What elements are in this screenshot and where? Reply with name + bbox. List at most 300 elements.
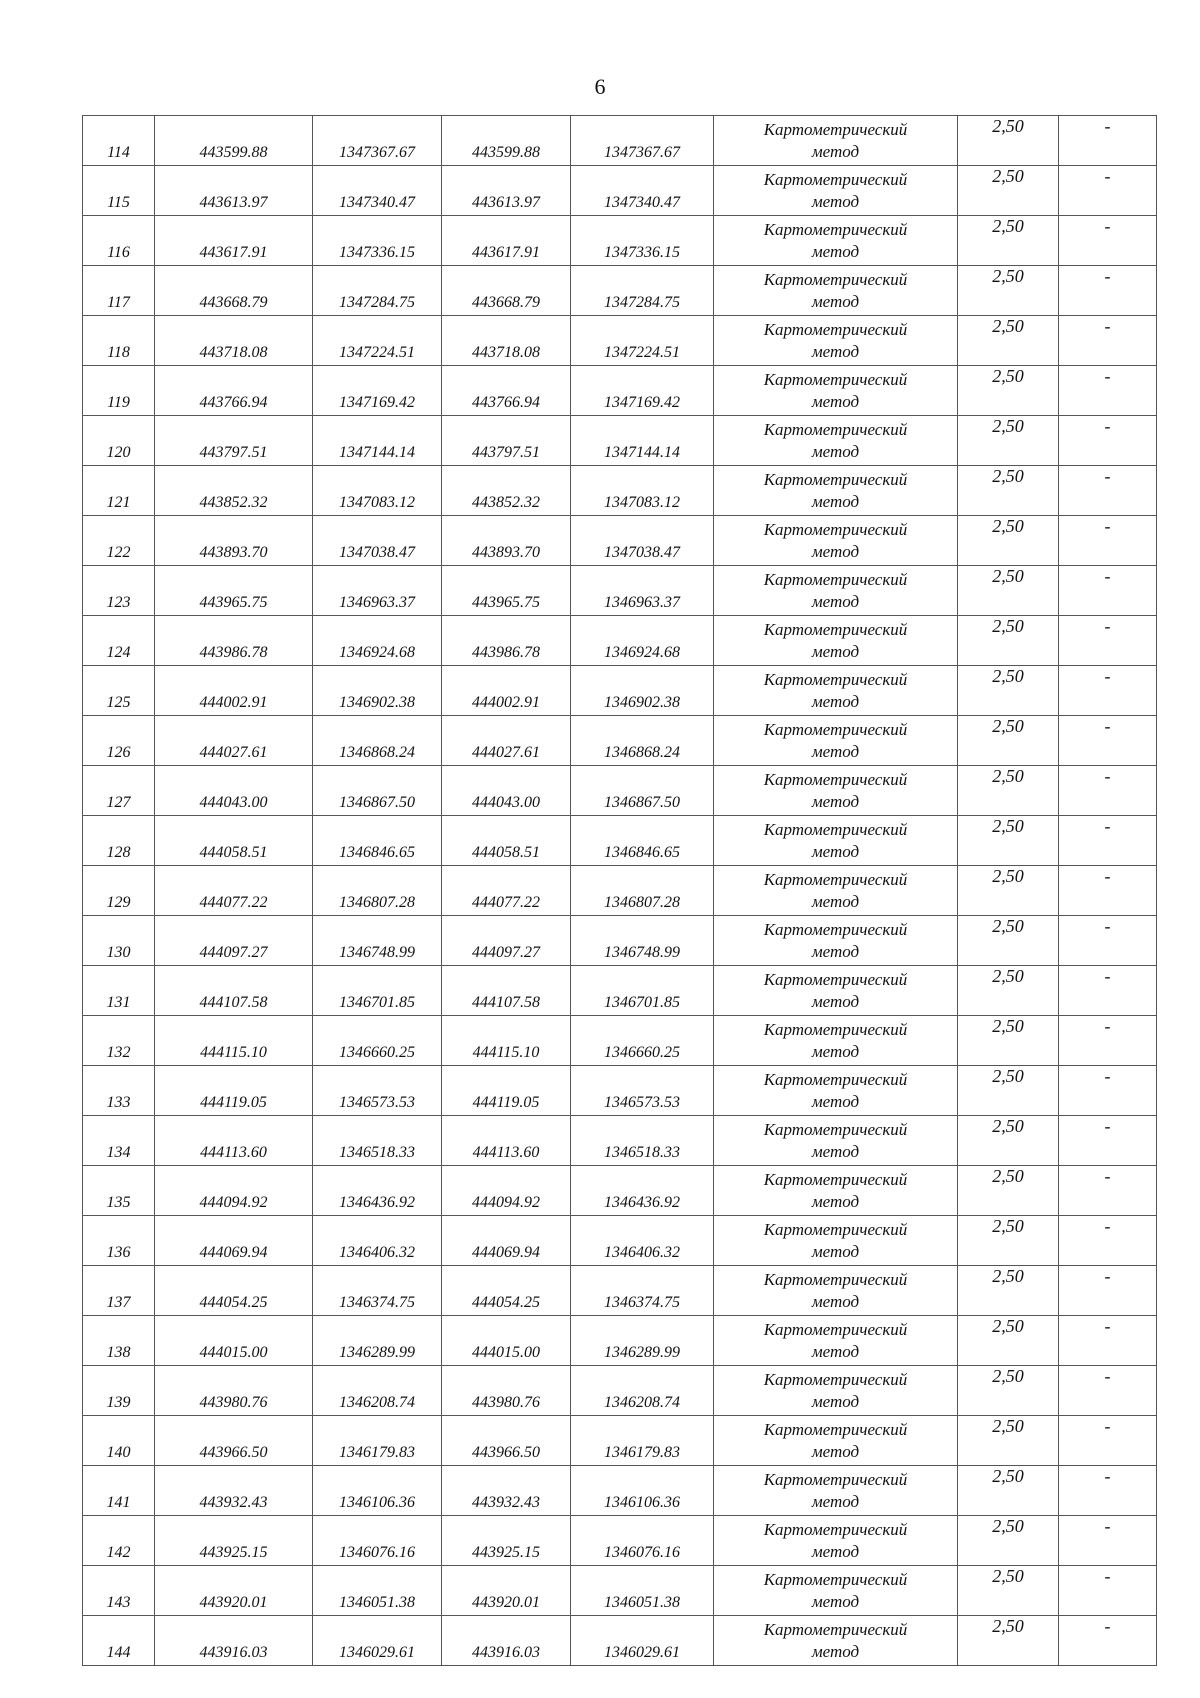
point-number: 136 xyxy=(83,1216,155,1266)
y-coordinate-existing: 1346106.36 xyxy=(313,1466,442,1516)
method-line-2: метод xyxy=(811,1041,860,1061)
point-number: 122 xyxy=(83,516,155,566)
method-cell xyxy=(714,1216,958,1266)
method-cell xyxy=(714,816,958,866)
y-coordinate-existing: 1346289.99 xyxy=(313,1316,442,1366)
x-coordinate-existing: 444002.91 xyxy=(155,666,313,716)
accuracy-value: 2,50 xyxy=(958,716,1059,766)
x-coordinate-new: 443916.03 xyxy=(442,1616,571,1666)
table-row xyxy=(83,116,1157,166)
point-number: 130 xyxy=(83,916,155,966)
x-coordinate-new: 443965.75 xyxy=(442,566,571,616)
table-body xyxy=(83,116,1157,1666)
x-coordinate-new: 443599.88 xyxy=(442,116,571,166)
accuracy-value: 2,50 xyxy=(958,1166,1059,1216)
method-line-2: метод xyxy=(811,241,860,261)
y-coordinate-existing: 1346051.38 xyxy=(313,1566,442,1616)
method-line-1: Картометрический xyxy=(763,719,908,739)
y-coordinate-new: 1347284.75 xyxy=(571,266,714,316)
method-line-1: Картометрический xyxy=(763,1069,908,1089)
y-coordinate-existing: 1346436.92 xyxy=(313,1166,442,1216)
note-dash: - xyxy=(1059,616,1157,666)
y-coordinate-existing: 1346374.75 xyxy=(313,1266,442,1316)
method-cell xyxy=(714,166,958,216)
method-line-2: метод xyxy=(811,1291,860,1311)
accuracy-value: 2,50 xyxy=(958,216,1059,266)
note-dash: - xyxy=(1059,366,1157,416)
point-number: 124 xyxy=(83,616,155,666)
method-line-2: метод xyxy=(811,991,860,1011)
table-row xyxy=(83,966,1157,1016)
accuracy-value: 2,50 xyxy=(958,1266,1059,1316)
y-coordinate-new: 1346208.74 xyxy=(571,1366,714,1416)
point-number: 142 xyxy=(83,1516,155,1566)
method-cell xyxy=(714,366,958,416)
y-coordinate-existing: 1346076.16 xyxy=(313,1516,442,1566)
x-coordinate-new: 443613.97 xyxy=(442,166,571,216)
table-row xyxy=(83,1566,1157,1616)
method-line-1: Картометрический xyxy=(763,519,908,539)
accuracy-value: 2,50 xyxy=(958,1116,1059,1166)
table-row xyxy=(83,1166,1157,1216)
point-number: 125 xyxy=(83,666,155,716)
x-coordinate-existing: 443718.08 xyxy=(155,316,313,366)
x-coordinate-new: 444043.00 xyxy=(442,766,571,816)
point-number: 121 xyxy=(83,466,155,516)
method-line-1: Картометрический xyxy=(763,319,908,339)
y-coordinate-new: 1346518.33 xyxy=(571,1116,714,1166)
y-coordinate-new: 1346902.38 xyxy=(571,666,714,716)
method-cell xyxy=(714,1416,958,1466)
table-row xyxy=(83,716,1157,766)
x-coordinate-new: 444069.94 xyxy=(442,1216,571,1266)
table-row xyxy=(83,616,1157,666)
accuracy-value: 2,50 xyxy=(958,466,1059,516)
table-row xyxy=(83,816,1157,866)
accuracy-value: 2,50 xyxy=(958,866,1059,916)
table-row xyxy=(83,766,1157,816)
method-line-2: метод xyxy=(811,1541,860,1561)
point-number: 138 xyxy=(83,1316,155,1366)
accuracy-value: 2,50 xyxy=(958,266,1059,316)
x-coordinate-existing: 444119.05 xyxy=(155,1066,313,1116)
note-dash: - xyxy=(1059,1516,1157,1566)
accuracy-value: 2,50 xyxy=(958,366,1059,416)
x-coordinate-existing: 443980.76 xyxy=(155,1366,313,1416)
y-coordinate-existing: 1347038.47 xyxy=(313,516,442,566)
table-row xyxy=(83,1516,1157,1566)
method-line-2: метод xyxy=(811,941,860,961)
table-row xyxy=(83,1216,1157,1266)
method-line-1: Картометрический xyxy=(763,869,908,889)
point-number: 137 xyxy=(83,1266,155,1316)
method-line-2: метод xyxy=(811,741,860,761)
table-row xyxy=(83,1616,1157,1666)
x-coordinate-existing: 443932.43 xyxy=(155,1466,313,1516)
method-line-2: метод xyxy=(811,1141,860,1161)
y-coordinate-existing: 1347083.12 xyxy=(313,466,442,516)
y-coordinate-existing: 1347224.51 xyxy=(313,316,442,366)
method-line-2: метод xyxy=(811,291,860,311)
y-coordinate-new: 1346573.53 xyxy=(571,1066,714,1116)
accuracy-value: 2,50 xyxy=(958,766,1059,816)
point-number: 139 xyxy=(83,1366,155,1416)
method-cell xyxy=(714,116,958,166)
y-coordinate-new: 1347083.12 xyxy=(571,466,714,516)
x-coordinate-new: 444027.61 xyxy=(442,716,571,766)
page-number: 6 xyxy=(594,74,606,99)
y-coordinate-new: 1346289.99 xyxy=(571,1316,714,1366)
method-cell xyxy=(714,616,958,666)
table-row xyxy=(83,666,1157,716)
y-coordinate-new: 1346106.36 xyxy=(571,1466,714,1516)
note-dash: - xyxy=(1059,316,1157,366)
method-cell xyxy=(714,1316,958,1366)
y-coordinate-new: 1346867.50 xyxy=(571,766,714,816)
x-coordinate-existing: 443668.79 xyxy=(155,266,313,316)
method-line-1: Картометрический xyxy=(763,1369,908,1389)
accuracy-value: 2,50 xyxy=(958,1316,1059,1366)
method-line-1: Картометрический xyxy=(763,169,908,189)
y-coordinate-existing: 1346406.32 xyxy=(313,1216,442,1266)
method-cell xyxy=(714,266,958,316)
note-dash: - xyxy=(1059,916,1157,966)
y-coordinate-new: 1346051.38 xyxy=(571,1566,714,1616)
method-line-1: Картометрический xyxy=(763,1269,908,1289)
x-coordinate-existing: 443966.50 xyxy=(155,1416,313,1466)
x-coordinate-new: 443766.94 xyxy=(442,366,571,416)
y-coordinate-existing: 1346208.74 xyxy=(313,1366,442,1416)
y-coordinate-existing: 1346660.25 xyxy=(313,1016,442,1066)
note-dash: - xyxy=(1059,216,1157,266)
point-number: 131 xyxy=(83,966,155,1016)
method-cell xyxy=(714,1166,958,1216)
accuracy-value: 2,50 xyxy=(958,1366,1059,1416)
method-line-2: метод xyxy=(811,491,860,511)
method-line-1: Картометрический xyxy=(763,1019,908,1039)
y-coordinate-existing: 1346902.38 xyxy=(313,666,442,716)
coordinates-table xyxy=(82,115,1157,1666)
method-cell xyxy=(714,916,958,966)
table-row xyxy=(83,266,1157,316)
accuracy-value: 2,50 xyxy=(958,116,1059,166)
method-line-1: Картометрический xyxy=(763,1619,908,1639)
method-line-1: Картометрический xyxy=(763,1319,908,1339)
x-coordinate-existing: 444058.51 xyxy=(155,816,313,866)
method-line-2: метод xyxy=(811,1091,860,1111)
y-coordinate-new: 1346660.25 xyxy=(571,1016,714,1066)
note-dash: - xyxy=(1059,1066,1157,1116)
y-coordinate-existing: 1346846.65 xyxy=(313,816,442,866)
note-dash: - xyxy=(1059,766,1157,816)
accuracy-value: 2,50 xyxy=(958,416,1059,466)
x-coordinate-new: 444113.60 xyxy=(442,1116,571,1166)
x-coordinate-new: 443920.01 xyxy=(442,1566,571,1616)
note-dash: - xyxy=(1059,666,1157,716)
method-line-2: метод xyxy=(811,1441,860,1461)
x-coordinate-existing: 444107.58 xyxy=(155,966,313,1016)
point-number: 118 xyxy=(83,316,155,366)
x-coordinate-existing: 444015.00 xyxy=(155,1316,313,1366)
method-cell xyxy=(714,516,958,566)
x-coordinate-new: 444119.05 xyxy=(442,1066,571,1116)
x-coordinate-existing: 444113.60 xyxy=(155,1116,313,1166)
y-coordinate-new: 1347144.14 xyxy=(571,416,714,466)
x-coordinate-existing: 443893.70 xyxy=(155,516,313,566)
x-coordinate-existing: 443613.97 xyxy=(155,166,313,216)
x-coordinate-existing: 443965.75 xyxy=(155,566,313,616)
x-coordinate-existing: 444043.00 xyxy=(155,766,313,816)
method-line-1: Картометрический xyxy=(763,919,908,939)
point-number: 119 xyxy=(83,366,155,416)
x-coordinate-new: 443966.50 xyxy=(442,1416,571,1466)
x-coordinate-existing: 443599.88 xyxy=(155,116,313,166)
y-coordinate-existing: 1347144.14 xyxy=(313,416,442,466)
x-coordinate-existing: 444097.27 xyxy=(155,916,313,966)
y-coordinate-new: 1346846.65 xyxy=(571,816,714,866)
accuracy-value: 2,50 xyxy=(958,966,1059,1016)
method-cell xyxy=(714,716,958,766)
y-coordinate-new: 1346963.37 xyxy=(571,566,714,616)
table-row xyxy=(83,166,1157,216)
accuracy-value: 2,50 xyxy=(958,166,1059,216)
point-number: 123 xyxy=(83,566,155,616)
note-dash: - xyxy=(1059,716,1157,766)
accuracy-value: 2,50 xyxy=(958,666,1059,716)
note-dash: - xyxy=(1059,816,1157,866)
x-coordinate-existing: 444094.92 xyxy=(155,1166,313,1216)
table-row xyxy=(83,866,1157,916)
x-coordinate-existing: 443852.32 xyxy=(155,466,313,516)
x-coordinate-existing: 444054.25 xyxy=(155,1266,313,1316)
accuracy-value: 2,50 xyxy=(958,1616,1059,1666)
method-line-2: метод xyxy=(811,791,860,811)
note-dash: - xyxy=(1059,1166,1157,1216)
accuracy-value: 2,50 xyxy=(958,1216,1059,1266)
table-row xyxy=(83,416,1157,466)
method-line-1: Картометрический xyxy=(763,219,908,239)
x-coordinate-new: 444077.22 xyxy=(442,866,571,916)
y-coordinate-existing: 1346867.50 xyxy=(313,766,442,816)
note-dash: - xyxy=(1059,166,1157,216)
x-coordinate-existing: 443920.01 xyxy=(155,1566,313,1616)
table-row xyxy=(83,1016,1157,1066)
table-row xyxy=(83,1366,1157,1416)
method-cell xyxy=(714,466,958,516)
accuracy-value: 2,50 xyxy=(958,1566,1059,1616)
method-cell xyxy=(714,1116,958,1166)
y-coordinate-existing: 1346029.61 xyxy=(313,1616,442,1666)
note-dash: - xyxy=(1059,416,1157,466)
x-coordinate-existing: 443617.91 xyxy=(155,216,313,266)
x-coordinate-new: 444107.58 xyxy=(442,966,571,1016)
note-dash: - xyxy=(1059,1266,1157,1316)
method-line-2: метод xyxy=(811,1341,860,1361)
note-dash: - xyxy=(1059,1116,1157,1166)
x-coordinate-new: 443718.08 xyxy=(442,316,571,366)
note-dash: - xyxy=(1059,866,1157,916)
x-coordinate-existing: 443986.78 xyxy=(155,616,313,666)
method-line-1: Картометрический xyxy=(763,119,908,139)
y-coordinate-new: 1346701.85 xyxy=(571,966,714,1016)
method-line-2: метод xyxy=(811,441,860,461)
accuracy-value: 2,50 xyxy=(958,816,1059,866)
method-cell xyxy=(714,1266,958,1316)
method-line-2: метод xyxy=(811,1491,860,1511)
x-coordinate-new: 444097.27 xyxy=(442,916,571,966)
y-coordinate-existing: 1346518.33 xyxy=(313,1116,442,1166)
method-line-1: Картометрический xyxy=(763,1419,908,1439)
method-line-1: Картометрический xyxy=(763,469,908,489)
point-number: 117 xyxy=(83,266,155,316)
method-line-2: метод xyxy=(811,1641,860,1661)
note-dash: - xyxy=(1059,516,1157,566)
method-cell xyxy=(714,1566,958,1616)
method-cell xyxy=(714,666,958,716)
x-coordinate-existing: 443797.51 xyxy=(155,416,313,466)
method-line-1: Картометрический xyxy=(763,969,908,989)
note-dash: - xyxy=(1059,1616,1157,1666)
point-number: 129 xyxy=(83,866,155,916)
y-coordinate-new: 1347038.47 xyxy=(571,516,714,566)
method-line-1: Картометрический xyxy=(763,369,908,389)
table-row xyxy=(83,316,1157,366)
method-line-2: метод xyxy=(811,891,860,911)
point-number: 114 xyxy=(83,116,155,166)
method-cell xyxy=(714,766,958,816)
method-line-2: метод xyxy=(811,591,860,611)
point-number: 115 xyxy=(83,166,155,216)
method-line-2: метод xyxy=(811,141,860,161)
x-coordinate-new: 443617.91 xyxy=(442,216,571,266)
x-coordinate-existing: 444077.22 xyxy=(155,866,313,916)
y-coordinate-existing: 1347284.75 xyxy=(313,266,442,316)
table-row xyxy=(83,916,1157,966)
x-coordinate-existing: 443916.03 xyxy=(155,1616,313,1666)
accuracy-value: 2,50 xyxy=(958,566,1059,616)
accuracy-value: 2,50 xyxy=(958,1516,1059,1566)
y-coordinate-existing: 1346179.83 xyxy=(313,1416,442,1466)
point-number: 116 xyxy=(83,216,155,266)
x-coordinate-existing: 443925.15 xyxy=(155,1516,313,1566)
method-cell xyxy=(714,1066,958,1116)
table-row xyxy=(83,466,1157,516)
method-line-2: метод xyxy=(811,191,860,211)
method-line-1: Картометрический xyxy=(763,669,908,689)
point-number: 141 xyxy=(83,1466,155,1516)
method-line-1: Картометрический xyxy=(763,419,908,439)
method-line-1: Картометрический xyxy=(763,1219,908,1239)
note-dash: - xyxy=(1059,566,1157,616)
y-coordinate-existing: 1346963.37 xyxy=(313,566,442,616)
note-dash: - xyxy=(1059,1216,1157,1266)
note-dash: - xyxy=(1059,1566,1157,1616)
note-dash: - xyxy=(1059,466,1157,516)
table-row xyxy=(83,366,1157,416)
point-number: 134 xyxy=(83,1116,155,1166)
note-dash: - xyxy=(1059,1466,1157,1516)
y-coordinate-new: 1346924.68 xyxy=(571,616,714,666)
method-line-2: метод xyxy=(811,391,860,411)
table-row xyxy=(83,216,1157,266)
method-line-2: метод xyxy=(811,1191,860,1211)
accuracy-value: 2,50 xyxy=(958,316,1059,366)
note-dash: - xyxy=(1059,116,1157,166)
table-row xyxy=(83,1316,1157,1366)
y-coordinate-new: 1347224.51 xyxy=(571,316,714,366)
x-coordinate-new: 443797.51 xyxy=(442,416,571,466)
method-line-1: Картометрический xyxy=(763,819,908,839)
y-coordinate-new: 1346868.24 xyxy=(571,716,714,766)
point-number: 128 xyxy=(83,816,155,866)
method-line-2: метод xyxy=(811,1241,860,1261)
point-number: 132 xyxy=(83,1016,155,1066)
note-dash: - xyxy=(1059,1416,1157,1466)
point-number: 135 xyxy=(83,1166,155,1216)
y-coordinate-existing: 1347169.42 xyxy=(313,366,442,416)
y-coordinate-new: 1346374.75 xyxy=(571,1266,714,1316)
table-row xyxy=(83,516,1157,566)
y-coordinate-new: 1347169.42 xyxy=(571,366,714,416)
method-line-2: метод xyxy=(811,691,860,711)
y-coordinate-new: 1347336.15 xyxy=(571,216,714,266)
y-coordinate-new: 1346807.28 xyxy=(571,866,714,916)
x-coordinate-new: 443986.78 xyxy=(442,616,571,666)
y-coordinate-existing: 1346868.24 xyxy=(313,716,442,766)
note-dash: - xyxy=(1059,966,1157,1016)
point-number: 133 xyxy=(83,1066,155,1116)
method-line-2: метод xyxy=(811,641,860,661)
x-coordinate-existing: 443766.94 xyxy=(155,366,313,416)
accuracy-value: 2,50 xyxy=(958,1466,1059,1516)
method-cell xyxy=(714,416,958,466)
point-number: 120 xyxy=(83,416,155,466)
method-cell xyxy=(714,1466,958,1516)
y-coordinate-existing: 1346924.68 xyxy=(313,616,442,666)
method-line-1: Картометрический xyxy=(763,269,908,289)
method-line-2: метод xyxy=(811,1591,860,1611)
method-cell xyxy=(714,566,958,616)
table-row xyxy=(83,1416,1157,1466)
x-coordinate-new: 444015.00 xyxy=(442,1316,571,1366)
table-row xyxy=(83,1466,1157,1516)
table-row xyxy=(83,1116,1157,1166)
y-coordinate-new: 1347340.47 xyxy=(571,166,714,216)
y-coordinate-new: 1346179.83 xyxy=(571,1416,714,1466)
method-line-2: метод xyxy=(811,341,860,361)
y-coordinate-new: 1347367.67 xyxy=(571,116,714,166)
accuracy-value: 2,50 xyxy=(958,1016,1059,1066)
table-row xyxy=(83,566,1157,616)
method-line-1: Картометрический xyxy=(763,1119,908,1139)
method-cell xyxy=(714,1366,958,1416)
x-coordinate-new: 444058.51 xyxy=(442,816,571,866)
x-coordinate-existing: 444115.10 xyxy=(155,1016,313,1066)
method-cell xyxy=(714,966,958,1016)
accuracy-value: 2,50 xyxy=(958,1066,1059,1116)
method-line-1: Картометрический xyxy=(763,569,908,589)
method-line-1: Картометрический xyxy=(763,619,908,639)
table-row xyxy=(83,1066,1157,1116)
method-line-2: метод xyxy=(811,1391,860,1411)
x-coordinate-new: 444115.10 xyxy=(442,1016,571,1066)
y-coordinate-existing: 1347367.67 xyxy=(313,116,442,166)
accuracy-value: 2,50 xyxy=(958,516,1059,566)
accuracy-value: 2,50 xyxy=(958,616,1059,666)
x-coordinate-new: 444094.92 xyxy=(442,1166,571,1216)
y-coordinate-existing: 1346573.53 xyxy=(313,1066,442,1116)
x-coordinate-new: 443980.76 xyxy=(442,1366,571,1416)
